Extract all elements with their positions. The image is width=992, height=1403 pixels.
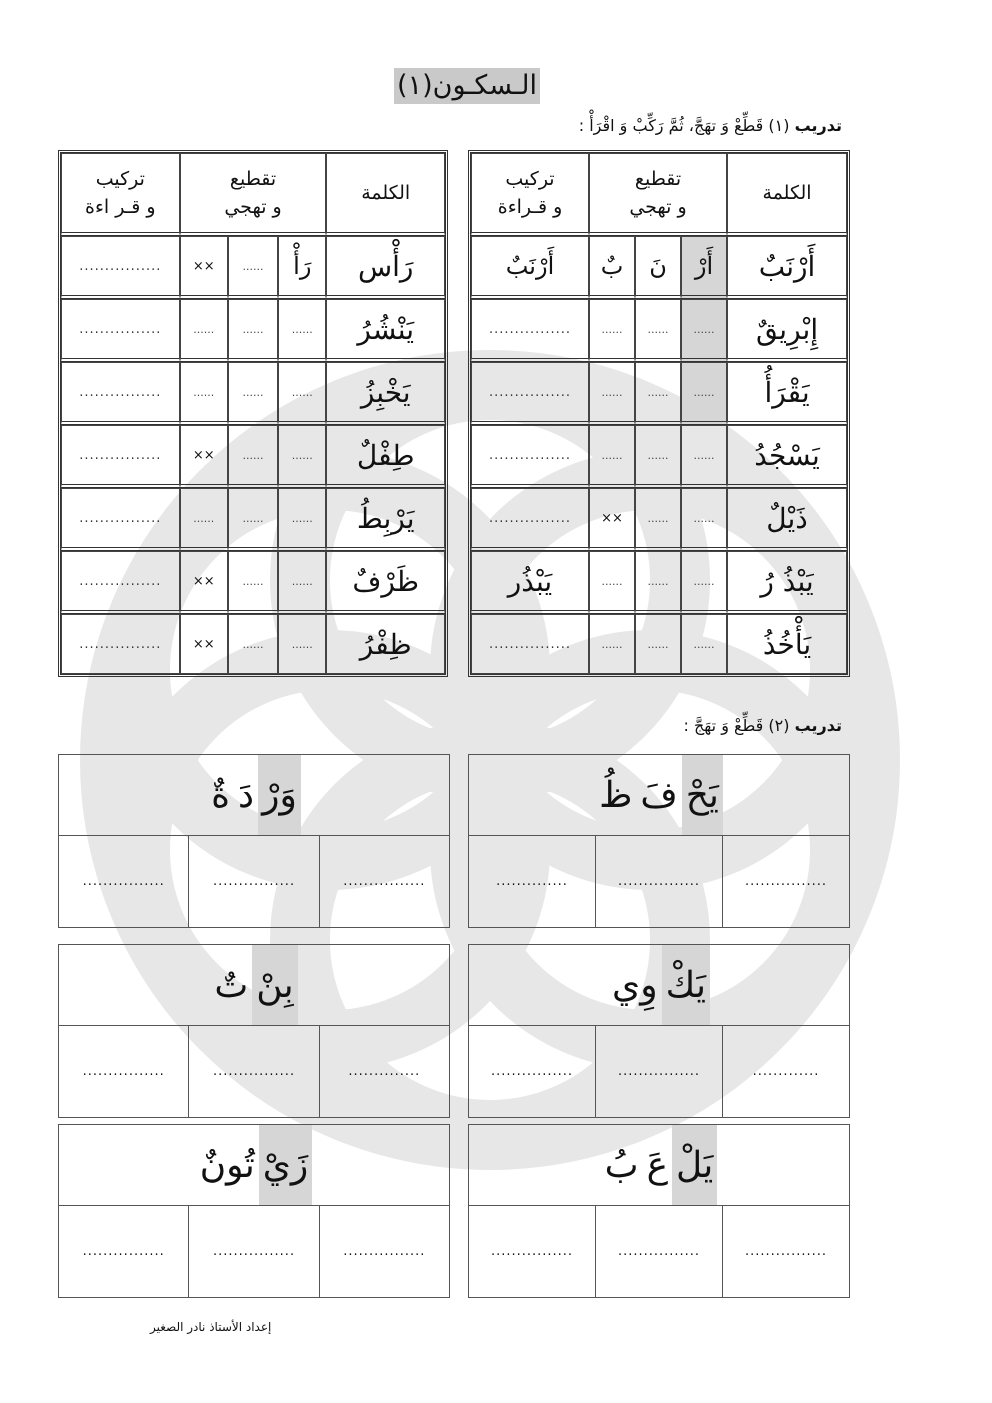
right-exercise-table [468, 150, 850, 677]
syllable-cell[interactable]: ...... [180, 299, 228, 362]
exercise2-number: (٢) [768, 716, 790, 735]
word-cell: إِبْرِيقٌ [727, 299, 847, 362]
compose-cell[interactable]: ................ [61, 362, 180, 425]
compose-cell[interactable]: ................ [471, 614, 589, 674]
table-row [471, 299, 847, 362]
compose-cell[interactable]: ................ [471, 488, 589, 551]
word-cell: ظِفْرُ [326, 614, 445, 674]
syllable-cell[interactable]: ...... [681, 614, 727, 674]
answer-cell[interactable]: .............. [496, 874, 568, 889]
table-row [61, 236, 445, 299]
syllable-cell[interactable]: نَ [635, 236, 681, 299]
answer-cell[interactable]: ................ [82, 874, 165, 889]
box-word [469, 945, 849, 1026]
answer-cell[interactable]: ................ [490, 1064, 574, 1079]
syllable-part: يَحْ [682, 755, 723, 835]
syllable-cell[interactable]: بٌ [589, 236, 635, 299]
syllable-cell[interactable]: ...... [278, 362, 326, 425]
syllable-part: فَ [640, 774, 678, 816]
syllable-cell[interactable]: ...... [278, 614, 326, 674]
exercise1-instruction [579, 116, 842, 135]
header-compose: تركيب و قـراءة [471, 153, 589, 236]
syllable-cell[interactable]: ...... [589, 362, 635, 425]
table-row [471, 362, 847, 425]
syllable-cell[interactable]: أَرْ [681, 236, 727, 299]
compose-cell[interactable]: ................ [471, 425, 589, 488]
syllable-cell[interactable]: ...... [681, 299, 727, 362]
answer-cell[interactable]: ................ [722, 1206, 849, 1297]
header-word: الكلمة [727, 153, 847, 236]
compose-cell[interactable]: ................ [471, 362, 589, 425]
syllable-cell[interactable]: ...... [228, 551, 278, 614]
answer-cell[interactable]: ................ [188, 1026, 318, 1117]
word-cell: أَرْنَبٌ [727, 236, 847, 299]
syllable-part: تُونٌ [199, 1144, 255, 1186]
syllable-cell[interactable]: ...... [278, 425, 326, 488]
syllable-cell[interactable]: ...... [228, 425, 278, 488]
syllable-part: دَ [238, 774, 255, 816]
table-row [471, 236, 847, 299]
compose-cell[interactable]: ................ [61, 299, 180, 362]
box-word [59, 945, 449, 1026]
compose-cell[interactable]: ................ [61, 236, 180, 299]
syllable-cell[interactable]: ...... [180, 488, 228, 551]
syllable-part: ةٌ [211, 774, 231, 816]
syllable-cell[interactable]: ...... [228, 488, 278, 551]
exercise2-text: قَطِّعْ وَ تهَجَّ : [683, 716, 764, 735]
syllable-cell[interactable]: ...... [228, 236, 278, 299]
word-cell: يَقْرَأُ [727, 362, 847, 425]
syllable-cell[interactable]: ...... [681, 425, 727, 488]
word-cell: يَسْجُدُ [727, 425, 847, 488]
syllable-part: تٌ [214, 964, 249, 1006]
crossed-cell: ×× [180, 614, 228, 674]
table-row [471, 614, 847, 674]
table-row [61, 488, 445, 551]
syllable-cell[interactable]: ...... [589, 425, 635, 488]
syllable-box [58, 754, 450, 928]
table-row [61, 362, 445, 425]
syllable-part: وِي [612, 964, 658, 1006]
syllable-part: زَيْ [259, 1125, 313, 1205]
crossed-cell: ×× [589, 488, 635, 551]
syllable-cell[interactable]: ...... [228, 614, 278, 674]
syllable-box [58, 1124, 450, 1298]
compose-cell[interactable]: ................ [61, 614, 180, 674]
word-cell: يَرْبِطُ [326, 488, 445, 551]
syllable-box [468, 944, 850, 1118]
syllable-cell[interactable]: ...... [635, 551, 681, 614]
syllable-box [468, 1124, 850, 1298]
word-cell: طِفْلٌ [326, 425, 445, 488]
syllable-cell[interactable]: ...... [278, 488, 326, 551]
table-row [61, 551, 445, 614]
syllable-part: بُ [604, 1144, 639, 1186]
exercise2-label: تدريب [794, 716, 842, 735]
compose-cell[interactable]: يَبْذُر [471, 551, 589, 614]
box-word [469, 1125, 849, 1206]
exercise2-instruction [683, 716, 842, 735]
answer-cell[interactable]: ................ [595, 836, 722, 927]
syllable-part: يَكْ [662, 945, 710, 1025]
syllable-box [468, 754, 850, 928]
answer-cell[interactable]: ................ [319, 836, 449, 927]
answer-cell[interactable]: .............. [319, 1026, 449, 1117]
crossed-cell: ×× [180, 425, 228, 488]
table-row [471, 425, 847, 488]
crossed-cell: ×× [180, 551, 228, 614]
compose-cell[interactable]: ................ [61, 551, 180, 614]
syllable-part: بِنْ [252, 945, 297, 1025]
box-word [59, 1125, 449, 1206]
syllable-cell[interactable]: ...... [228, 362, 278, 425]
table-row [471, 488, 847, 551]
word-cell: ذَيْلٌ [727, 488, 847, 551]
answer-cell[interactable]: ................ [188, 836, 318, 927]
box-word [469, 755, 849, 836]
answer-cell[interactable]: ................ [490, 1244, 574, 1259]
table-row [61, 425, 445, 488]
syllable-cell[interactable]: ...... [635, 425, 681, 488]
exercise1-text: قَطِّعْ وَ تهَجَّ، ثُمَّ رَكِّبْ وَ اقْرَأْ : [578, 116, 764, 135]
syllable-cell[interactable]: ...... [228, 299, 278, 362]
syllable-cell[interactable]: ...... [278, 551, 326, 614]
syllable-box [58, 944, 450, 1118]
header-word: الكلمة [326, 153, 445, 236]
word-cell: ظَرْفٌ [326, 551, 445, 614]
syllable-part: ظُ [599, 774, 633, 816]
answer-cell[interactable]: ................ [82, 1064, 165, 1079]
table-row [61, 614, 445, 674]
compose-cell[interactable]: ................ [471, 299, 589, 362]
box-word [59, 755, 449, 836]
syllable-cell[interactable]: ...... [589, 614, 635, 674]
syllable-cell[interactable]: ...... [681, 488, 727, 551]
syllable-part: وَرْ [258, 755, 301, 835]
exercise1-label: تدريب [794, 116, 842, 135]
page-title: الـسكـون(١) [394, 68, 540, 104]
syllable-cell[interactable]: ...... [589, 551, 635, 614]
answer-cell[interactable]: ................ [595, 1026, 722, 1117]
answer-cell[interactable]: ................ [82, 1244, 165, 1259]
exercise1-number: (١) [768, 116, 790, 135]
answer-cell[interactable]: ................ [722, 836, 849, 927]
syllable-cell[interactable]: ...... [589, 299, 635, 362]
header-split: تقطيع و تهجي [589, 153, 727, 236]
word-cell: يَبْذُ رُ [727, 551, 847, 614]
answer-cell[interactable]: ................ [595, 1206, 722, 1297]
answer-cell[interactable]: ................ [319, 1206, 449, 1297]
table-row [471, 551, 847, 614]
header-split: تقطيع و تهجي [180, 153, 327, 236]
author-credit: إعداد الأستاذ نادر الصغير [150, 1320, 272, 1334]
word-cell: يَخْبِزُ [326, 362, 445, 425]
left-exercise-table [58, 150, 448, 677]
syllable-cell[interactable]: ...... [180, 362, 228, 425]
answer-cell[interactable]: ............. [722, 1026, 849, 1117]
word-cell: يَأْخُذُ [727, 614, 847, 674]
syllable-cell[interactable]: ...... [635, 299, 681, 362]
syllable-part: يَلْ [672, 1125, 717, 1205]
syllable-cell[interactable]: ...... [278, 299, 326, 362]
syllable-cell[interactable]: ...... [635, 488, 681, 551]
answer-cell[interactable]: ................ [188, 1206, 318, 1297]
word-cell: رَأْس [326, 236, 445, 299]
syllable-part: عَ [646, 1144, 669, 1186]
table-row [61, 299, 445, 362]
compose-cell[interactable]: ................ [61, 425, 180, 488]
compose-cell[interactable]: ................ [61, 488, 180, 551]
syllable-cell[interactable]: ...... [635, 362, 681, 425]
syllable-cell[interactable]: ...... [635, 614, 681, 674]
syllable-cell[interactable]: ...... [681, 551, 727, 614]
syllable-cell[interactable]: ...... [681, 362, 727, 425]
crossed-cell: ×× [180, 236, 228, 299]
header-compose: تركيب و قـر اءة [61, 153, 180, 236]
word-cell: يَنْشُرُ [326, 299, 445, 362]
syllable-cell[interactable]: رَأْ [278, 236, 326, 299]
compose-cell[interactable]: أَرْنَبٌ [471, 236, 589, 299]
